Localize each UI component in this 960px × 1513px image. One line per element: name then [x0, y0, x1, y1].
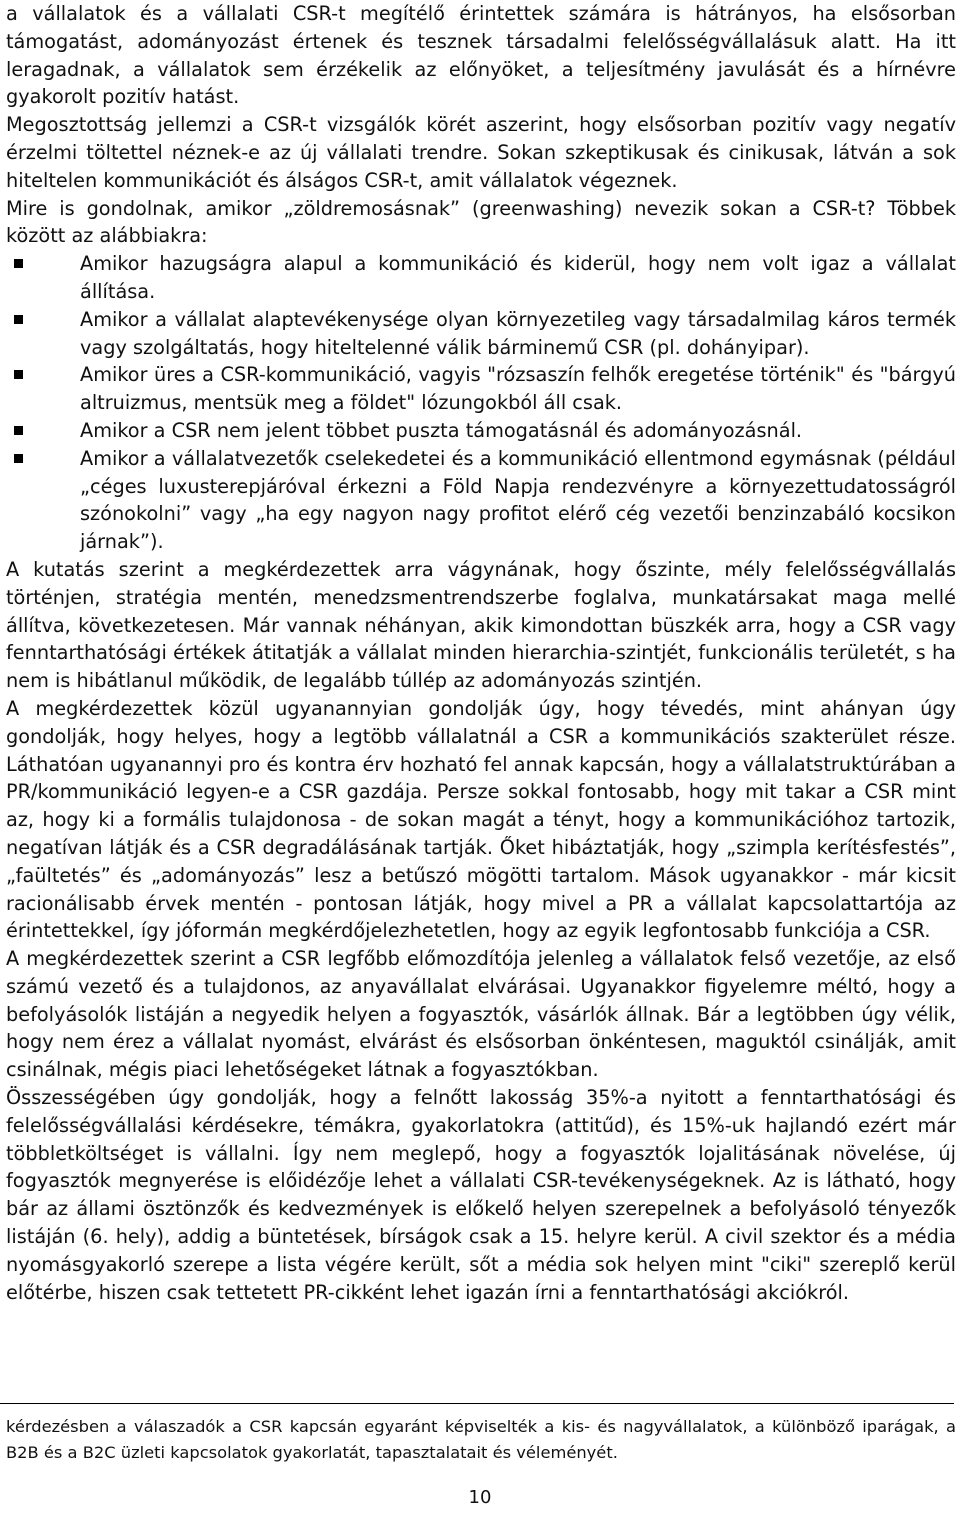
list-item [6, 417, 956, 445]
paragraph-drivers: A megkérdezettek szerint a CSR legfőbb előmozdítója jelenleg a vállalatok felső vezetője, az első számú vezető és a tulajdonos, az anyavállalat elvárásai. Ugyanakkor figyelemre méltó, hogy a befolyásolók listáján a negyedik helyen a fogyasztók, vásárlók állnak. Bár a legtöbben úgy vélik, hogy nem érez a vállalat nyomást, elvárást és elsősorban önkéntesen, maguktól csinálják, amit csinálnak, mégis piaci lehetőségeket látnak a fogyasztókban. [6, 947, 956, 1082]
footnote-divider [0, 1403, 954, 1404]
square-bullet-icon [14, 426, 23, 435]
bullet-list [6, 250, 956, 556]
list-item-text: Amikor a CSR nem jelent többet puszta támogatásnál és adományozásnál. [80, 418, 803, 442]
list-item-text: Amikor üres a CSR-kommunikáció, vagyis "rózsaszín felhők eregetése történik" és "bárgyú altruizmus, mentsük meg a földet" lózungokból áll csak. [80, 363, 956, 415]
square-bullet-icon [14, 454, 23, 463]
paragraph-summary: Összességében úgy gondolják, hogy a felnőtt lakosság 35%-a nyitott a fenntarthatósági és felelősségvállalási kérdésekre, témákra, gyakorlatokra (attitűd), és 15%-uk hajlandó ezért már többletköltséget is vállalni. Így nem meglepő, hogy a fogyasztók lojalitásának növelése, új fogyasztók megnyerése is előidézője lehet a vállalati CSR-tevékenységeknek. Az is látható, hogy bár az állami ösztönzők és kedvezmények is előkelő helyen szerepelnek a befolyásoló tényezők listáján (6. hely), addig a büntetések, bírságok csak a 15. helyre kerül. A civil szektor és a média nyomásgyakorló szerepe a lista végére került, sőt a média sok helyen mint "ciki" szereplő kerül előtérbe, hiszen csak tettetett PR-cikként lehet igazán írni a fenntarthatósági akciókról. [6, 1086, 956, 1304]
paragraph-intro: a vállalatok és a vállalati CSR-t megítélő érintettek számára is hátrányos, ha elsősorban támogatást, adományozást értenek és tesznek társadalmi felelősségvállalásuk alatt. Ha itt leragadnak, a vállalatok sem érzékelik az előnyöket, a teljesítmény javulását és a hírnévre gyakorolt pozitív hatást. [6, 2, 956, 109]
paragraph-division: Megosztottság jellemzi a CSR-t vizsgálók körét aszerint, hogy elsősorban pozitív vagy negatív érzelmi töltettel néznek-e az új vállalati trendre. Sokan szkeptikusak és cinikusak, látván a sok hiteltelen kommunikációt és álságos CSR-t, amit vállalatok végeznek. [6, 113, 956, 192]
paragraph-greenwashing: Mire is gondolnak, amikor „zöldremosásnak” (greenwashing) nevezik sokan a CSR-t? Többek között az alábbiakra: [6, 196, 956, 248]
list-item-text: Amikor hazugságra alapul a kommunikáció és kiderül, hogy nem volt igaz a vállalat állítása. [80, 252, 956, 303]
square-bullet-icon [14, 370, 23, 379]
list-item-text: Amikor a vállalatvezetők cselekedetei és a kommunikáció ellentmond egymásnak (például „céges luxusterepjáróval érkezni a Föld Napja rendezvényre a környezettudatosságról szónokolni” vagy „ha egy nagyon nagy profitot elérő cég vezetői benzinzabáló kocsikon járnak”). [80, 446, 956, 554]
list-item-text: Amikor a vállalat alaptevékenysége olyan környezetileg vagy társadalmilag káros termék vagy szolgáltatás, hogy hiteltelenné válik bárminemű CSR (pl. dohányipar). [80, 307, 956, 359]
list-item [6, 361, 956, 417]
paragraph-communication: A megkérdezettek közül ugyanannyian gondolják úgy, hogy tévedés, mint ahányan úgy gondolják, hogy helyes, hogy a legtöbb vállalatnál a CSR a kommunikációs szakterület része. Láthatóan ugyanannyi pro és kontra érv hozható fel annak kapcsán, hogy a vállalatstruktúrában a PR/kommunikáció legyen-e a CSR gazdája. Persze sokkal fontosabb, hogy mit takar a CSR mint az, hogy ki a formális tulajdonosa - de sokan magát a tényt, hogy a kommunikációhoz tartozik, negatívan látják és a CSR degradálásának tartják. Őket hibáztatják, hogy „szimpla kerítésfestés”, „faültetés” és „adományozás” lesz a betűszó mögötti tartalom. Mások ugyanakkor - már kicsit racionálisabb érvek mentén - pontosan látják, hogy mivel a PR a vállalat kapcsolattartója az érintettekkel, így jóformán megkérdőjelezhetetlen, hogy az egyik legfontosabb funkciója a CSR. [6, 696, 956, 943]
square-bullet-icon [14, 315, 23, 324]
list-item [6, 306, 956, 362]
list-item [6, 250, 956, 306]
square-bullet-icon [14, 259, 23, 268]
paragraph-research: A kutatás szerint a megkérdezettek arra vágynának, hogy őszinte, mély felelősségvállalás történjen, stratégia mentén, menedzsmentrendszerbe foglalva, munkatársakat maga mellé állítva, következetesen. Már vannak néhányan, akik kimondottan büszkék arra, hogy a CSR vagy fenntarthatósági értékek átitatják a vállalat minden hierarchia-szintjét, funkcionális területét, s ha nem is hibátlanul működik, de legalább túllép az adományozás szintjén. [6, 557, 956, 693]
footnote: kérdezésben a válaszadók a CSR kapcsán egyaránt képviselték a kis- és nagyvállalatok, a különböző iparágak, a B2B és a B2C üzleti kapcsolatok gyakorlatát, tapasztalatait és véleményét. [6, 1417, 956, 1462]
list-item [6, 445, 956, 556]
page-number: 10 [468, 1487, 492, 1508]
body-text [6, 0, 956, 1306]
